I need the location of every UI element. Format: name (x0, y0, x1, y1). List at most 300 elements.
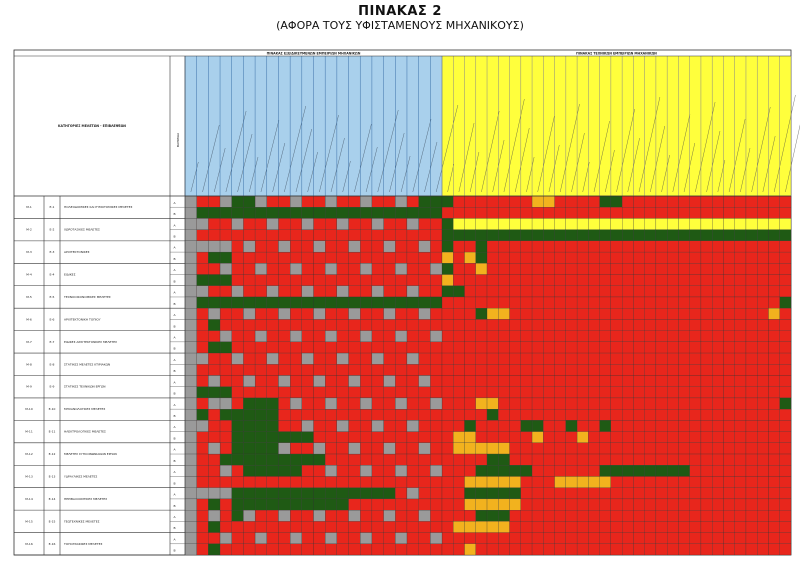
matrix-cell (185, 465, 197, 476)
level-column-title: ΒΑΘΜΙΔΑ (176, 132, 180, 148)
matrix-cell (746, 376, 757, 387)
matrix-cell (453, 319, 464, 330)
matrix-cell (622, 308, 633, 319)
matrix-cell (208, 353, 220, 364)
matrix-cell (645, 196, 656, 207)
row-sublevel: Α (173, 357, 176, 362)
matrix-cell (302, 207, 314, 218)
matrix-cell (349, 364, 361, 375)
row-label: ΜΕΛΕΤΕΣ ΣΥΓΚΟΙΝΩΝΙΑΚΩΝ ΕΡΓΩΝ (64, 452, 117, 457)
matrix-cell (360, 499, 372, 510)
matrix-cell (487, 230, 498, 241)
matrix-cell (372, 533, 384, 544)
matrix-cell (442, 286, 453, 297)
matrix-cell (690, 398, 701, 409)
matrix-cell (780, 420, 791, 431)
matrix-cell (487, 376, 498, 387)
matrix-cell (600, 510, 611, 521)
matrix-cell (349, 196, 361, 207)
matrix-cell (430, 398, 442, 409)
matrix-cell (600, 454, 611, 465)
matrix-cell (543, 275, 554, 286)
matrix-cell (453, 218, 464, 229)
matrix-cell (395, 533, 407, 544)
matrix-cell (622, 510, 633, 521)
matrix-cell (622, 476, 633, 487)
matrix-cell (290, 230, 302, 241)
matrix-cell (465, 432, 476, 443)
matrix-cell (723, 364, 734, 375)
matrix-cell (521, 432, 532, 443)
matrix-cell (611, 275, 622, 286)
matrix-cell (588, 331, 599, 342)
matrix-cell (566, 297, 577, 308)
matrix-cell (701, 465, 712, 476)
matrix-cell (349, 275, 361, 286)
matrix-cell (701, 263, 712, 274)
matrix-cell (645, 521, 656, 532)
matrix-cell (185, 364, 197, 375)
matrix-cell (197, 196, 209, 207)
matrix-cell (780, 364, 791, 375)
matrix-cell (701, 353, 712, 364)
matrix-cell (577, 207, 588, 218)
matrix-cell (498, 376, 509, 387)
matrix-cell (325, 241, 337, 252)
matrix-cell (656, 263, 667, 274)
matrix-cell (622, 218, 633, 229)
matrix-cell (465, 376, 476, 387)
matrix-cell (372, 510, 384, 521)
matrix-cell (780, 443, 791, 454)
matrix-cell (232, 544, 244, 555)
matrix-cell (255, 218, 267, 229)
row-code: M-5 (26, 294, 32, 299)
matrix-cell (633, 196, 644, 207)
matrix-cell (577, 218, 588, 229)
matrix-cell (656, 286, 667, 297)
matrix-cell (566, 308, 577, 319)
row-code: M-6 (26, 317, 32, 322)
matrix-cell (768, 207, 779, 218)
matrix-cell (543, 510, 554, 521)
matrix-cell (232, 252, 244, 263)
matrix-cell (600, 319, 611, 330)
matrix-cell (243, 331, 255, 342)
matrix-cell (243, 521, 255, 532)
matrix-cell (780, 488, 791, 499)
matrix-cell (185, 230, 197, 241)
matrix-cell (555, 420, 566, 431)
matrix-cell (543, 488, 554, 499)
matrix-cell (543, 409, 554, 420)
matrix-cell (532, 499, 543, 510)
matrix-cell (255, 263, 267, 274)
matrix-cell (243, 476, 255, 487)
matrix-cell (723, 432, 734, 443)
matrix-cell (656, 319, 667, 330)
matrix-cell (419, 533, 431, 544)
matrix-cell (487, 443, 498, 454)
matrix-cell (622, 196, 633, 207)
matrix-cell (746, 353, 757, 364)
matrix-cell (667, 465, 678, 476)
matrix-cell (185, 241, 197, 252)
matrix-cell (290, 420, 302, 431)
matrix-cell (407, 409, 419, 420)
matrix-cell (611, 376, 622, 387)
matrix-cell (667, 263, 678, 274)
matrix-cell (532, 218, 543, 229)
matrix-cell (768, 353, 779, 364)
matrix-cell (690, 241, 701, 252)
matrix-cell (577, 342, 588, 353)
matrix-cell (302, 499, 314, 510)
matrix-cell (290, 263, 302, 274)
matrix-cell (476, 196, 487, 207)
matrix-cell (442, 376, 453, 387)
matrix-cell (757, 218, 768, 229)
matrix-cell (712, 241, 723, 252)
matrix-cell (442, 364, 453, 375)
matrix-cell (302, 432, 314, 443)
matrix-cell (243, 488, 255, 499)
matrix-cell (337, 476, 349, 487)
matrix-cell (372, 230, 384, 241)
matrix-cell (667, 387, 678, 398)
matrix-cell (419, 465, 431, 476)
matrix-cell (267, 376, 279, 387)
matrix-cell (290, 443, 302, 454)
matrix-cell (290, 533, 302, 544)
row-sublevel: Β (173, 301, 176, 306)
matrix-cell (723, 331, 734, 342)
matrix-cell (498, 510, 509, 521)
matrix-cell (220, 432, 232, 443)
matrix-cell (337, 443, 349, 454)
matrix-cell (325, 297, 337, 308)
matrix-cell (290, 331, 302, 342)
matrix-cell (208, 252, 220, 263)
matrix-cell (543, 207, 554, 218)
matrix-cell (314, 510, 326, 521)
matrix-cell (746, 275, 757, 286)
matrix-cell (735, 409, 746, 420)
matrix-cell (476, 476, 487, 487)
matrix-cell (465, 387, 476, 398)
matrix-cell (267, 319, 279, 330)
matrix-cell (360, 476, 372, 487)
matrix-cell (465, 398, 476, 409)
matrix-cell (600, 275, 611, 286)
matrix-cell (267, 297, 279, 308)
matrix-cell (465, 230, 476, 241)
matrix-cell (701, 443, 712, 454)
matrix-cell (220, 353, 232, 364)
matrix-cell (678, 510, 689, 521)
matrix-cell (510, 207, 521, 218)
matrix-cell (633, 432, 644, 443)
matrix-cell (407, 230, 419, 241)
matrix-cell (532, 364, 543, 375)
matrix-cell (768, 387, 779, 398)
matrix-cell (622, 319, 633, 330)
matrix-cell (278, 521, 290, 532)
matrix-cell (690, 488, 701, 499)
matrix-cell (302, 342, 314, 353)
matrix-cell (465, 342, 476, 353)
matrix-cell (543, 521, 554, 532)
matrix-cell (555, 196, 566, 207)
matrix-cell (255, 465, 267, 476)
matrix-cell (577, 544, 588, 555)
matrix-cell (208, 196, 220, 207)
matrix-cell (566, 252, 577, 263)
matrix-cell (465, 263, 476, 274)
matrix-cell (220, 275, 232, 286)
matrix-cell (566, 230, 577, 241)
matrix-cell (197, 218, 209, 229)
matrix-cell (255, 533, 267, 544)
matrix-cell (278, 364, 290, 375)
matrix-cell (372, 331, 384, 342)
matrix-cell (678, 196, 689, 207)
row-category: E-6 (49, 317, 55, 322)
matrix-cell (372, 420, 384, 431)
matrix-cell (768, 218, 779, 229)
matrix-cell (314, 465, 326, 476)
matrix-cell (510, 398, 521, 409)
row-category: E-4 (49, 272, 55, 277)
matrix-cell (645, 364, 656, 375)
matrix-cell (667, 443, 678, 454)
matrix-cell (622, 488, 633, 499)
matrix-cell (372, 353, 384, 364)
matrix-cell (208, 275, 220, 286)
matrix-cell (757, 230, 768, 241)
matrix-cell (510, 376, 521, 387)
matrix-cell (656, 499, 667, 510)
matrix-cell (208, 364, 220, 375)
matrix-cell (465, 207, 476, 218)
matrix-cell (395, 499, 407, 510)
matrix-cell (622, 241, 633, 252)
matrix-cell (372, 241, 384, 252)
matrix-cell (442, 196, 453, 207)
row-code: M-2 (26, 227, 32, 232)
matrix-cell (267, 488, 279, 499)
matrix-cell (633, 252, 644, 263)
matrix-cell (185, 488, 197, 499)
matrix-cell (197, 420, 209, 431)
matrix-cell (419, 409, 431, 420)
matrix-cell (532, 252, 543, 263)
matrix-cell (690, 364, 701, 375)
matrix-cell (532, 443, 543, 454)
row-label: ΣΤΑΤΙΚΕΣ ΤΕΧΝΙΚΩΝ ΕΡΓΩΝ (64, 384, 106, 389)
matrix-cell (746, 196, 757, 207)
matrix-cell (465, 297, 476, 308)
matrix-cell (302, 230, 314, 241)
matrix-cell (690, 263, 701, 274)
matrix-cell (768, 308, 779, 319)
matrix-cell (407, 207, 419, 218)
matrix-cell (487, 409, 498, 420)
matrix-cell (780, 465, 791, 476)
matrix-cell (555, 376, 566, 387)
matrix-cell (746, 521, 757, 532)
matrix-cell (407, 376, 419, 387)
page-subtitle: (ΑΦΟΡΑ ΤΟΥΣ ΥΦΙΣΤΑΜΕΝΟΥΣ ΜΗΧΑΝΙΚΟΥΣ) (276, 19, 524, 32)
matrix-cell (243, 218, 255, 229)
matrix-cell (543, 342, 554, 353)
matrix-cell (453, 331, 464, 342)
matrix-cell (232, 409, 244, 420)
matrix-cell (232, 443, 244, 454)
matrix-cell (622, 297, 633, 308)
matrix-cell (372, 297, 384, 308)
matrix-cell (243, 432, 255, 443)
matrix-cell (780, 207, 791, 218)
matrix-cell (360, 331, 372, 342)
matrix-cell (232, 420, 244, 431)
matrix-cell (656, 218, 667, 229)
row-code: M-8 (26, 362, 32, 367)
matrix-cell (723, 353, 734, 364)
matrix-cell (302, 241, 314, 252)
matrix-cell (510, 499, 521, 510)
matrix-cell (278, 454, 290, 465)
row-sublevel: Β (173, 436, 176, 441)
matrix-cell (337, 521, 349, 532)
matrix-cell (302, 443, 314, 454)
matrix-cell (430, 387, 442, 398)
matrix-cell (723, 521, 734, 532)
matrix-cell (757, 297, 768, 308)
matrix-cell (656, 510, 667, 521)
matrix-cell (337, 342, 349, 353)
matrix-cell (588, 488, 599, 499)
matrix-cell (588, 476, 599, 487)
matrix-cell (487, 275, 498, 286)
matrix-cell (243, 230, 255, 241)
matrix-cell (600, 230, 611, 241)
matrix-cell (465, 241, 476, 252)
matrix-cell (510, 342, 521, 353)
matrix-cell (208, 241, 220, 252)
matrix-cell (453, 376, 464, 387)
matrix-cell (430, 342, 442, 353)
matrix-cell (633, 521, 644, 532)
matrix-cell (349, 331, 361, 342)
matrix-cell (735, 297, 746, 308)
matrix-cell (701, 454, 712, 465)
matrix-cell (476, 376, 487, 387)
matrix-cell (678, 521, 689, 532)
matrix-cell (465, 499, 476, 510)
matrix-cell (243, 286, 255, 297)
matrix-cell (735, 443, 746, 454)
matrix-cell (498, 420, 509, 431)
matrix-cell (430, 319, 442, 330)
matrix-cell (395, 409, 407, 420)
matrix-cell (678, 230, 689, 241)
matrix-cell (255, 275, 267, 286)
matrix-cell (197, 376, 209, 387)
matrix-cell (622, 207, 633, 218)
matrix-cell (278, 510, 290, 521)
matrix-cell (555, 353, 566, 364)
matrix-cell (600, 342, 611, 353)
row-label: ΕΙΔΙΚΕΣ ΑΡΧΙΤΕΚΤΟΝΙΚΕΣ ΜΕΛΕΤΕΣ (64, 339, 118, 344)
matrix-cell (337, 218, 349, 229)
matrix-cell (521, 465, 532, 476)
matrix-cell (278, 398, 290, 409)
row-sublevel: Α (173, 268, 176, 273)
matrix-cell (395, 308, 407, 319)
matrix-cell (768, 465, 779, 476)
matrix-cell (723, 196, 734, 207)
matrix-cell (302, 297, 314, 308)
matrix-cell (232, 297, 244, 308)
matrix-cell (278, 218, 290, 229)
matrix-cell (746, 533, 757, 544)
matrix-cell (302, 398, 314, 409)
matrix-cell (543, 420, 554, 431)
matrix-cell (712, 432, 723, 443)
row-sublevel: Α (173, 200, 176, 205)
matrix-cell (407, 196, 419, 207)
matrix-cell (395, 263, 407, 274)
matrix-cell (314, 297, 326, 308)
matrix-cell (780, 252, 791, 263)
matrix-cell (453, 308, 464, 319)
matrix-cell (510, 286, 521, 297)
row-category: E-10 (48, 407, 56, 412)
matrix-cell (510, 432, 521, 443)
matrix-cell (656, 207, 667, 218)
matrix-cell (701, 499, 712, 510)
matrix-cell (407, 533, 419, 544)
row-code: M-4 (26, 272, 32, 277)
matrix-cell (360, 454, 372, 465)
matrix-cell (465, 465, 476, 476)
matrix-cell (645, 376, 656, 387)
matrix-cell (532, 488, 543, 499)
matrix-cell (633, 376, 644, 387)
matrix-cell (656, 476, 667, 487)
matrix-cell (498, 465, 509, 476)
matrix-cell (302, 465, 314, 476)
matrix-cell (232, 364, 244, 375)
matrix-cell (701, 544, 712, 555)
matrix-cell (384, 533, 396, 544)
matrix-cell (678, 342, 689, 353)
matrix-cell (521, 476, 532, 487)
matrix-cell (690, 420, 701, 431)
matrix-cell (498, 533, 509, 544)
matrix-cell (419, 510, 431, 521)
matrix-cell (622, 364, 633, 375)
matrix-cell (521, 218, 532, 229)
matrix-cell (768, 454, 779, 465)
matrix-cell (360, 230, 372, 241)
matrix-cell (278, 499, 290, 510)
matrix-cell (735, 207, 746, 218)
matrix-cell (407, 331, 419, 342)
matrix-cell (701, 432, 712, 443)
matrix-cell (690, 353, 701, 364)
